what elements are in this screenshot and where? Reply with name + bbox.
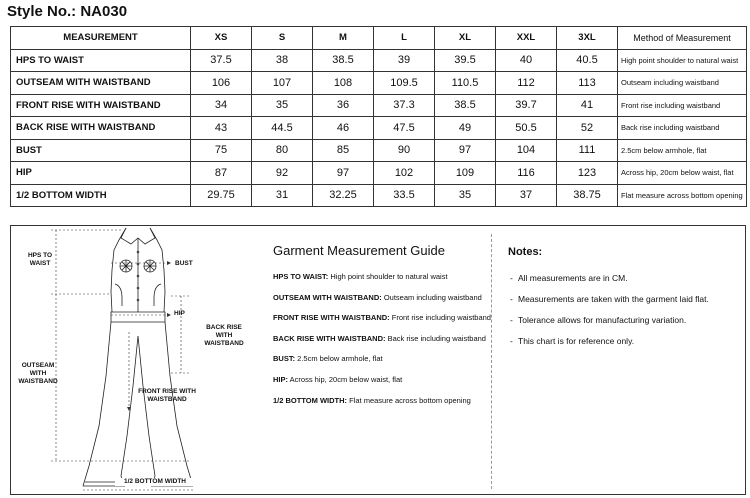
diagram-label-bottom: 1/2 BOTTOM WIDTH — [115, 478, 195, 486]
row-label: HIP — [11, 162, 191, 185]
row-method: High point shoulder to natural waist — [618, 49, 747, 72]
size-value: 90 — [374, 139, 435, 162]
guide-term: HPS TO WAIST: — [273, 272, 329, 281]
size-value: 50.5 — [496, 117, 557, 140]
diagram-label-front-rise: FRONT RISE WITH WAISTBAND — [138, 388, 196, 403]
notes-title: Notes: — [508, 246, 543, 258]
size-value: 33.5 — [374, 184, 435, 207]
size-value: 104 — [496, 139, 557, 162]
note-item: - Measurements are taken with the garment laid flat. — [508, 293, 738, 306]
header-measurement: MEASUREMENT — [11, 27, 191, 50]
guide-item — [273, 396, 488, 405]
size-value: 37 — [496, 184, 557, 207]
row-label: BACK RISE WITH WAISTBAND — [11, 117, 191, 140]
diagram-label-hip: HIP — [174, 310, 185, 317]
guide-item — [273, 334, 488, 343]
row-method: Outseam including waistband — [618, 72, 747, 95]
guide-desc: Front rise including waistband — [389, 313, 491, 323]
row-label: FRONT RISE WITH WAISTBAND — [11, 94, 191, 117]
table-row — [11, 184, 747, 207]
size-value: 109 — [435, 162, 496, 185]
row-label: BUST — [11, 139, 191, 162]
size-value: 39.7 — [496, 94, 557, 117]
row-method: 2.5cm below armhole, flat — [618, 139, 747, 162]
guide-term: OUTSEAM WITH WAISTBAND: — [273, 292, 382, 302]
size-value: 35 — [435, 184, 496, 207]
size-value: 106 — [191, 72, 252, 95]
table-row — [11, 72, 747, 95]
size-value: 112 — [496, 72, 557, 95]
panel-divider — [491, 234, 492, 489]
guide-desc: Across hip, 20cm below waist, flat — [288, 374, 403, 384]
size-value: 113 — [557, 72, 618, 95]
guide-term: BUST: — [273, 354, 296, 364]
guide-desc: High point shoulder to natural waist — [328, 272, 448, 281]
row-method: Across hip, 20cm below waist, flat — [618, 162, 747, 185]
size-value: 80 — [252, 139, 313, 162]
size-value: 107 — [252, 72, 313, 95]
size-value: 43 — [191, 117, 252, 140]
size-value: 75 — [191, 139, 252, 162]
size-value: 29.75 — [191, 184, 252, 207]
table-row — [11, 117, 747, 140]
size-value: 52 — [557, 117, 618, 140]
diagram-label-back-rise: BACK RISE WITH WAISTBAND — [204, 324, 244, 347]
size-value: 116 — [496, 162, 557, 185]
size-value: 102 — [374, 162, 435, 185]
header-l: L — [374, 27, 435, 50]
style-number: Style No.: NA030 — [7, 3, 128, 20]
size-value: 92 — [252, 162, 313, 185]
size-value: 41 — [557, 94, 618, 117]
header-method: Method of Measurement — [618, 27, 747, 50]
table-header-row — [11, 27, 747, 50]
size-value: 47.5 — [374, 117, 435, 140]
guide-title: Garment Measurement Guide — [273, 243, 445, 258]
size-value: 38.5 — [435, 94, 496, 117]
row-method: Back rise including waistband — [618, 117, 747, 140]
guide-desc: Back rise including waistband — [385, 333, 486, 343]
table-row — [11, 162, 747, 185]
diagram-label-bust: BUST — [175, 260, 193, 267]
guide-item — [273, 272, 488, 281]
guide-term: BACK RISE WITH WAISTBAND: — [273, 333, 386, 343]
size-value: 39.5 — [435, 49, 496, 72]
note-item: - This chart is for reference only. — [508, 335, 738, 348]
size-value: 111 — [557, 139, 618, 162]
guide-desc: Flat measure across bottom opening — [347, 395, 471, 405]
row-method: Flat measure across bottom opening — [618, 184, 747, 207]
table-row — [11, 139, 747, 162]
table-row — [11, 94, 747, 117]
size-value: 34 — [191, 94, 252, 117]
guide-desc: 2.5cm below armhole, flat — [295, 354, 383, 364]
size-value: 39 — [374, 49, 435, 72]
header-s: S — [252, 27, 313, 50]
header-xs: XS — [191, 27, 252, 50]
size-value: 37.3 — [374, 94, 435, 117]
size-value: 31 — [252, 184, 313, 207]
guide-term: FRONT RISE WITH WAISTBAND: — [273, 313, 390, 323]
measurement-guide — [273, 243, 491, 416]
diagram-label-outseam: OUTSEAM WITH WAISTBAND — [18, 362, 58, 385]
header-xl: XL — [435, 27, 496, 50]
size-value: 110.5 — [435, 72, 496, 95]
size-value: 38 — [252, 49, 313, 72]
size-value: 123 — [557, 162, 618, 185]
row-label: 1/2 BOTTOM WIDTH — [11, 184, 191, 207]
header-m: M — [313, 27, 374, 50]
lower-panel — [10, 225, 746, 495]
size-value: 85 — [313, 139, 374, 162]
size-value: 108 — [313, 72, 374, 95]
size-value: 49 — [435, 117, 496, 140]
note-item: - Tolerance allows for manufacturing variation. — [508, 314, 738, 327]
size-value: 35 — [252, 94, 313, 117]
size-value: 97 — [435, 139, 496, 162]
table-row — [11, 49, 747, 72]
note-item: - All measurements are in CM. — [508, 272, 738, 285]
row-label: OUTSEAM WITH WAISTBAND — [11, 72, 191, 95]
guide-item — [273, 293, 488, 302]
guide-term: 1/2 BOTTOM WIDTH: — [273, 395, 348, 405]
size-value: 40.5 — [557, 49, 618, 72]
garment-diagram — [11, 226, 266, 496]
guide-item — [273, 313, 491, 323]
header-xxl: XXL — [496, 27, 557, 50]
size-value: 40 — [496, 49, 557, 72]
notes-panel — [508, 246, 738, 356]
size-chart-table — [10, 26, 747, 207]
header-3xl: 3XL — [557, 27, 618, 50]
size-value: 37.5 — [191, 49, 252, 72]
size-value: 44.5 — [252, 117, 313, 140]
guide-item — [273, 354, 488, 363]
guide-desc: Outseam including waistband — [381, 292, 482, 302]
size-value: 36 — [313, 94, 374, 117]
diagram-label-hps: HPS TO WAIST — [27, 252, 53, 267]
row-method: Front rise including waistband — [618, 94, 747, 117]
guide-item — [273, 375, 488, 384]
size-value: 38.75 — [557, 184, 618, 207]
size-value: 46 — [313, 117, 374, 140]
size-value: 38.5 — [313, 49, 374, 72]
guide-term: HIP: — [273, 374, 288, 384]
size-value: 97 — [313, 162, 374, 185]
size-value: 87 — [191, 162, 252, 185]
row-label: HPS TO WAIST — [11, 49, 191, 72]
size-value: 109.5 — [374, 72, 435, 95]
size-value: 32.25 — [313, 184, 374, 207]
